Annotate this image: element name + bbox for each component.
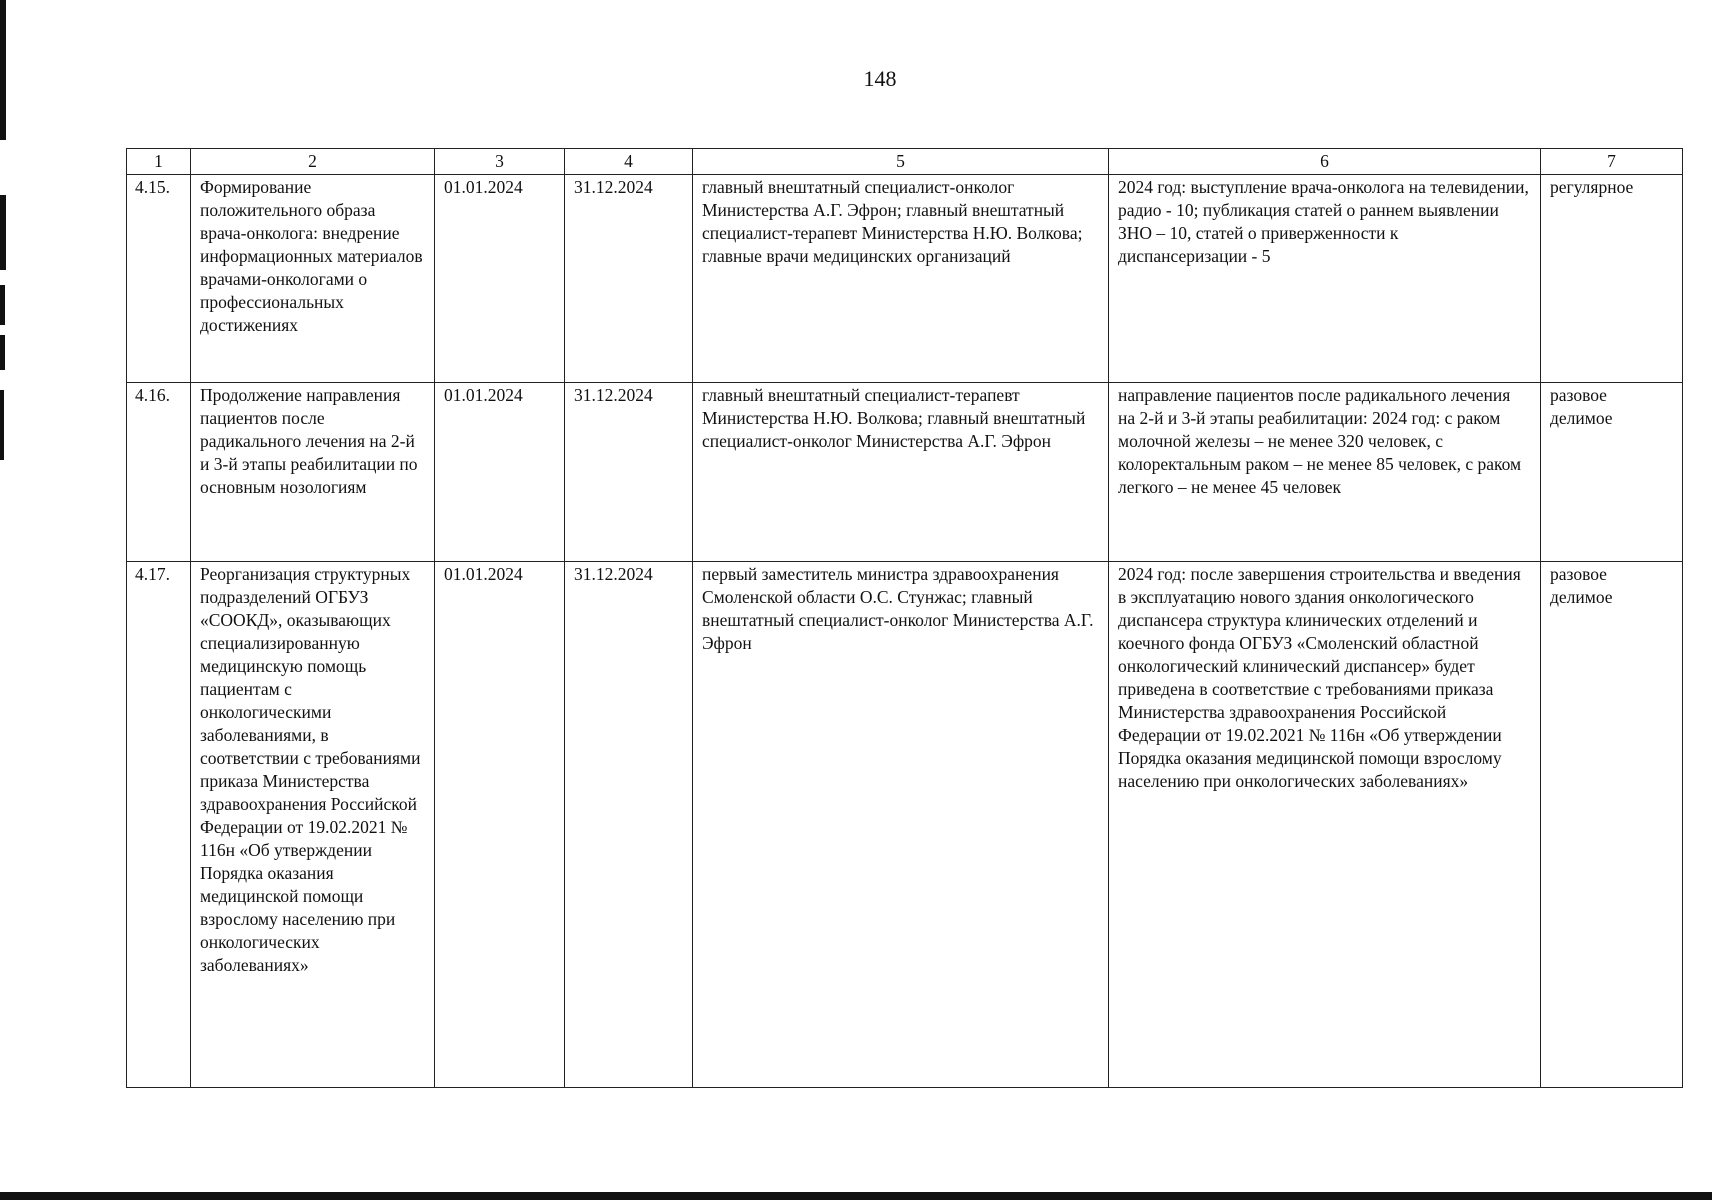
start-date: 01.01.2024	[435, 383, 565, 562]
column-header: 7	[1541, 149, 1683, 175]
end-date: 31.12.2024	[565, 383, 693, 562]
plan-table	[126, 148, 1683, 1088]
column-header: 2	[191, 149, 435, 175]
scan-bottom-edge	[0, 1192, 1712, 1200]
measure-name: Продолжение направления пациентов после радикального лечения на 2-й и 3-й этапы реабилитации по основным нозологиям	[191, 383, 435, 562]
page-number: 148	[863, 66, 897, 91]
expected-result: направление пациентов после радикального лечения на 2-й и 3-й этапы реабилитации: 2024 год: с раком молочной железы – не менее 320 человек, с колоректальным раком – не менее 85 человек, с раком легкого – не менее 45 человек	[1109, 383, 1541, 562]
column-header: 1	[127, 149, 191, 175]
expected-result: 2024 год: после завершения строительства и введения в эксплуатацию нового здания онкологического диспансера структура клинических отделений и коечного фонда ОГБУЗ «Смоленский областной онкологический клинический диспансер» будет приведена в соответствие с требованиями приказа Министерства здравоохранения Российской Федерации от 19.02.2021 № 116н «Об утверждении Порядка оказания медицинской помощи взрослому населению при онкологических заболеваниях»	[1109, 562, 1541, 1088]
start-date: 01.01.2024	[435, 175, 565, 383]
row-number: 4.17.	[127, 562, 191, 1088]
column-header: 4	[565, 149, 693, 175]
table-row	[127, 383, 1683, 562]
measure-type: разовое делимое	[1541, 562, 1683, 1088]
scan-edge-mark	[0, 285, 5, 325]
responsible: главный внештатный специалист-терапевт Министерства Н.Ю. Волкова; главный внештатный специалист-онколог Министерства А.Г. Эфрон	[693, 383, 1109, 562]
expected-result: 2024 год: выступление врача-онколога на телевидении, радио - 10; публикация статей о раннем выявлении ЗНО – 10, статей о приверженности к диспансеризации - 5	[1109, 175, 1541, 383]
end-date: 31.12.2024	[565, 562, 693, 1088]
row-number: 4.15.	[127, 175, 191, 383]
column-header: 3	[435, 149, 565, 175]
row-number: 4.16.	[127, 383, 191, 562]
responsible: главный внештатный специалист-онколог Министерства А.Г. Эфрон; главный внештатный специалист-терапевт Министерства Н.Ю. Волкова; главные врачи медицинских организаций	[693, 175, 1109, 383]
measure-name: Формирование положительного образа врача-онколога: внедрение информационных материалов врачами-онкологами о профессиональных достижениях	[191, 175, 435, 383]
header-row	[127, 149, 1683, 175]
measure-type: регулярное	[1541, 175, 1683, 383]
column-header: 6	[1109, 149, 1541, 175]
scan-edge-mark	[0, 195, 6, 270]
table-row	[127, 562, 1683, 1088]
start-date: 01.01.2024	[435, 562, 565, 1088]
responsible: первый заместитель министра здравоохранения Смоленской области О.С. Стунжас; главный внештатный специалист-онколог Министерства А.Г. Эфрон	[693, 562, 1109, 1088]
scan-edge-mark	[0, 335, 5, 370]
end-date: 31.12.2024	[565, 175, 693, 383]
measure-type: разовое делимое	[1541, 383, 1683, 562]
measure-name: Реорганизация структурных подразделений ОГБУЗ «СООКД», оказывающих специализированную медицинскую помощь пациентам с онкологическими заболеваниями, в соответствии с требованиями приказа Министерства здравоохранения Российской Федерации от 19.02.2021 № 116н «Об утверждении Порядка оказания медицинской помощи взрослому населению при онкологических заболеваниях»	[191, 562, 435, 1088]
scan-edge-mark	[0, 390, 4, 460]
column-header: 5	[693, 149, 1109, 175]
table-row	[127, 175, 1683, 383]
